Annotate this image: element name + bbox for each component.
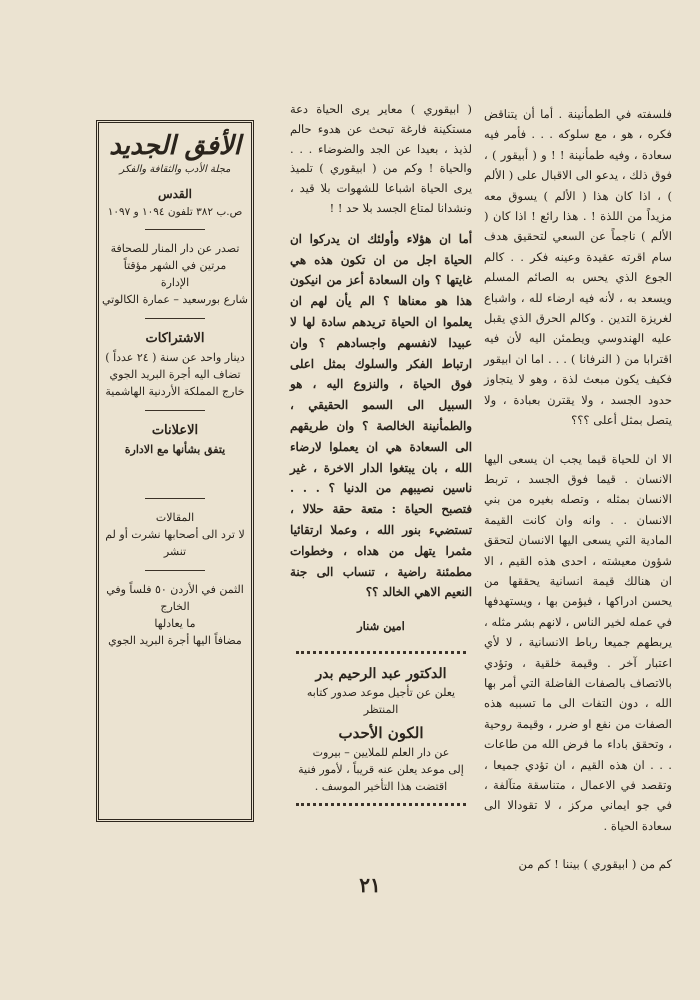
admin-heading: الإدارة (160, 276, 190, 289)
announcement-author: الدكتور عبد الرحيم بدر (315, 665, 447, 682)
article-paragraph: فلسفته في الطمأنينة . أما أن يتناقض فكره ، هو ، مع سلوكه . . . فأمر فيه سعادة ، وفيه طمأنينة ! ! و ( أبيقور ) ، فوق ذلك ، يدعو الى الاقبال على ( الألم ) ، اذا كان هذا ( الألم ) يسوق معه مزيداً من اللذة ! . هذا رائع ! اذا كان ( الألم ) ناجماً عن السعي لتحقيق هدف سام اقرته عقيدة وعينه فكر . . كالم الجوع الذي يحس به الصائم المسلم ويسعد به ، لأنه فيه ارضاء لله ، واشباع لغريزة التدين . وكالم الحرق الذي يقبل عليه الهندوسي ويطمئن اليه لأن فيه اقترابا من ( النرفانا ) . . . اما ان ابيقور فكيف يكون مبعث لذة ، وهو لا يتجاوز حدود الجسد ، ولا يقترن بعبادة ، ولا يتصل بمثل أعلى ؟؟؟ (484, 107, 672, 428)
dotted-divider (296, 651, 466, 654)
divider (145, 498, 205, 499)
book-announcement (290, 664, 472, 795)
publisher-info: تصدر عن دار المنار للصحافة (110, 242, 240, 255)
masthead-box (96, 120, 254, 822)
magazine-logo: الأفق الجديد (109, 131, 241, 161)
contact-info: ص.ب ٣٨٢ تلفون ١٠٩٤ و ١٠٩٧ (107, 206, 243, 218)
article-column-right (484, 104, 672, 875)
divider (145, 229, 205, 230)
announcement-line: إلى موعد يعلن عنه قريباً ، لأمور فنية اقتضت هذا التأخير الموسف . (298, 762, 464, 793)
subscriptions-heading: الاشتراكات (145, 331, 205, 346)
article-paragraph-bold: أما ان هؤلاء وأولئك ان يدركوا ان الحياة اجل من ان تكون هذه هي غايتها ؟ وان السعادة أعز من انيكون هذا هو معناها ؟ الم يأن لهم ان يعلموا ان الحياة تريدهم سادة لها لا عبيدا لانفسهم واجسادهم ؟ وان ارتباط الفكر والسلوك بمثل اعلى فوق الحياة ، والنزوع اليه ، هو السبيل الى السمو الحقيقي ، والطمأنينة الخالصة ؟ وان طريقهم الى السعادة هي ان يعملوا لارضاء الله ، بان يبتغوا الدار الاخرة ، غير ناسين نصيبهم من الدنيا ؟ . . . فتصبح الحياة : متعة حقة حلالا ، تستضيء بنور الله ، وعملا ارتقائيا مثمرا يتهل من هداه ، وخطوات مطمئنة راضية ، تنساب الى جنة النعيم الاهي الخالد ؟؟ (290, 231, 472, 600)
price-line: مضافاً اليها أجرة البريد الجوي (108, 634, 242, 647)
dotted-divider (296, 803, 466, 806)
article-paragraph: كم من ( ابيقوري ) بيننا ! كم من (518, 857, 672, 872)
article-paragraph: ( ابيقوري ) معاير يرى الحياة دعة مستكينة فارغة تبحث عن هدوء حالم لذيذ ، بعيدا عن الجد والضوضاء . . . والحياة ! وكم من ( ابيقوري ) تلميذ يرى الحياة اشباعا للشهوات بلا قيد ، ونشدانا لمتاع الجسد بلا حد ! ! (290, 102, 472, 215)
articles-text: لا ترد الى أصحابها نشرت أو لم تنشر (105, 528, 245, 558)
article-paragraph: الا ان للحياة قيما يجب ان يسعى اليها الانسان . قيما فوق الجسد ، تربط الانسان بمثله ، وتصله بغيره من بني الانسان . . وانه وان كانت القيمة المادية التي يسعى اليها الانسان لتحقق شؤون معيشته ، احدى هذه القيم ، الا ان هنالك قيمة انسانية يحققها من يحسن ادراكها ، فيؤمن بها ، ويستهدفها في عمله لخير الناس ، لانهم بشر مثله ، يربطهم جميعا رباط الانسانية ، لا لأي اعتبار آخر . وقيمة خلقية ، وتؤدي بالاتصاف بالصفات الفاضلة التي أمر بها الله ، دون التفات الى ما تسببه هذه الصفات من نفع او ضرر ، وقيمة روحية ، وتحقق باداء ما فرض الله من طاعات . . . ان هذه القيم ، ان تؤدي جميعا ، وتقصد في الاعمال ، متناسقة متآلفة ، في جو ايماني مركز ، لا تقودالا الى سعادة الحياة . (484, 451, 672, 833)
ads-heading: الاعلانات (151, 423, 199, 438)
announcement-book-title: الكون الأحدب (338, 723, 424, 742)
magazine-subtitle: مجلة الأدب والثقافة والفكر (119, 164, 231, 175)
subscriptions-line: دينار واحد عن سنة ( ٢٤ عدداً ) (105, 351, 245, 364)
announcement-line: يعلن عن تأجيل موعد صدور كتابه المنتظر (306, 685, 456, 716)
article-column-middle (290, 100, 472, 806)
ads-text: يتفق بشأنها مع الادارة (124, 443, 226, 456)
subscriptions-line: خارج المملكة الأردنية الهاشمية (105, 385, 245, 398)
divider (145, 410, 205, 411)
frequency-info: مرتين في الشهر مؤقتاً (123, 259, 227, 272)
divider (145, 570, 205, 571)
author-signature: امين شنار (357, 619, 405, 634)
articles-heading: المقالات (155, 511, 195, 524)
price-line: الثمن في الأردن ٥٠ فلساً وفي الخارج (106, 583, 244, 613)
announcement-line: عن دار العلم للملايين – بيروت (312, 745, 450, 759)
admin-address: شارع بورسعيد – عمارة الكالوتي (101, 293, 249, 306)
magazine-city: القدس (157, 187, 192, 201)
subscriptions-line: تضاف اليه أجرة البريد الجوي (109, 368, 241, 381)
price-line: ما يعادلها (154, 617, 196, 630)
divider (145, 318, 205, 319)
page-number: ٢١ (359, 873, 381, 897)
